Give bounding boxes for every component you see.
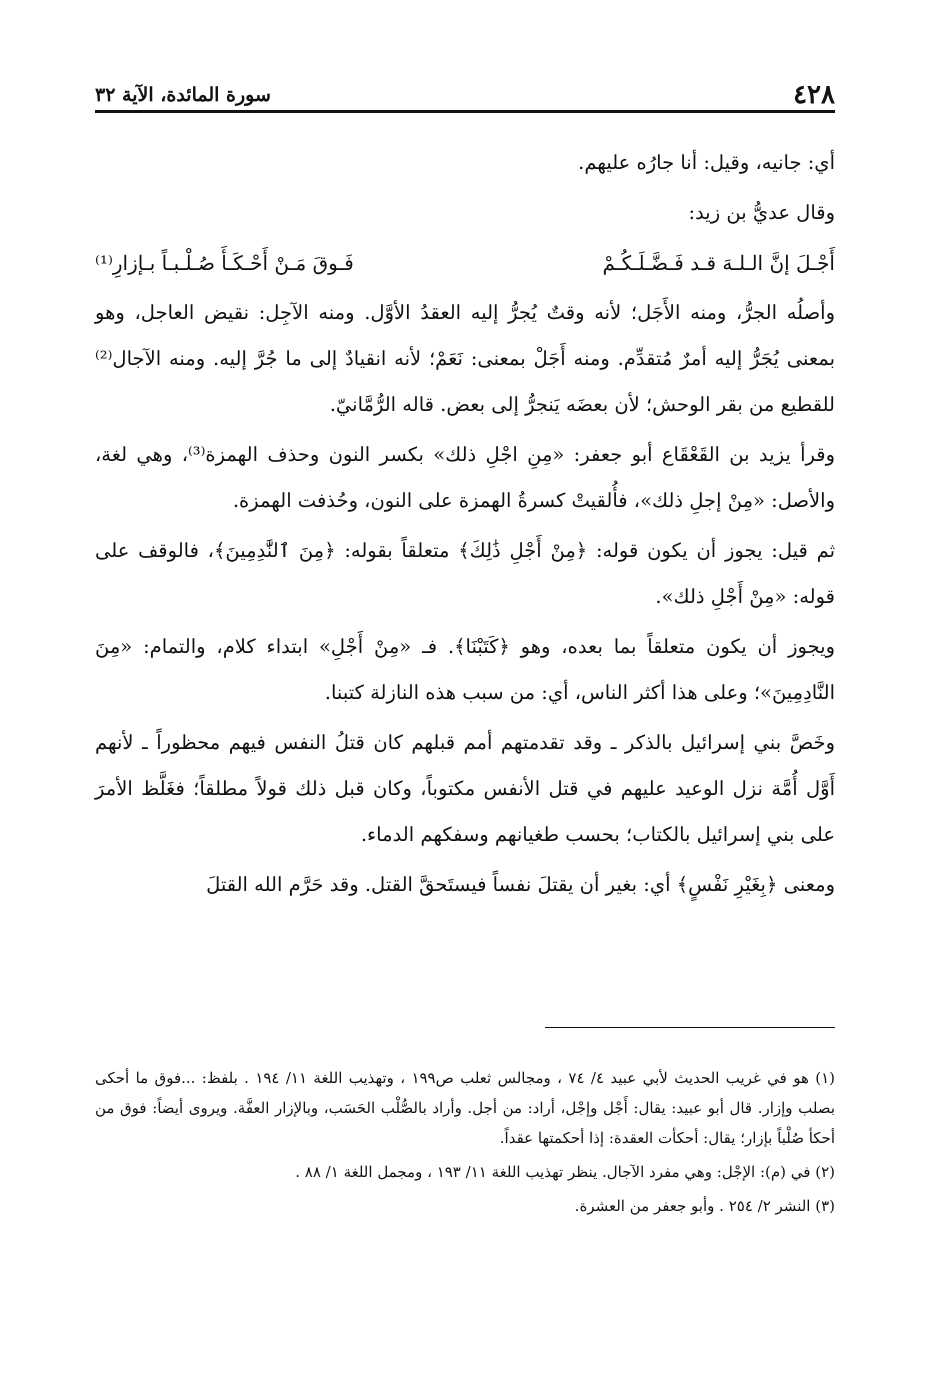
main-text [95, 140, 835, 912]
poem-verse [95, 240, 835, 286]
paragraph-7: وخَصَّ بني إسرائيل بالذكر ـ وقد تقدمتهم أمم قبلهم كان قتلُ النفس فيهم محظوراً ـ لأنهم أَوَّل أُمَّة نزل الوعيد عليهم في قتل الأنفس مكتوباً، وكان قبل ذلك قولاً مطلقاً؛ فغَلَّظ الأمرَ على بني إسرائيل بالكتاب؛ بحسب طغيانهم وسفكهم الدماء. [95, 731, 835, 846]
running-title: سورة المائدة، الآية ٣٢ [95, 84, 271, 106]
paragraph-6: ويجوز أن يكون متعلقاً بما بعده، وهو ﴿كَتَبْنَا﴾. فـ «مِنْ أَجْلِ» ابتداء كلام، والتمام: «مِنَ النَّادِمِينَ»؛ وعلى هذا أكثر الناس، أي: من سبب هذه النازلة كتبنا. [95, 635, 835, 704]
paragraph-8: ومعنى ﴿بِغَيْرِ نَفْسٍ﴾ أي: بغير أن يقتلَ نفساً فيستَحقَّ القتل. وقد حَرَّم الله القتلَ [206, 873, 835, 896]
footnotes [95, 1063, 835, 1225]
page-header [95, 70, 835, 113]
footnote-separator [545, 1027, 835, 1028]
footnote-3: (٣) النشر ٢/ ٢٥٤ . وأبو جعفر من العشرة. [574, 1197, 835, 1215]
paragraph-3: وأصلُه الجرُّ، ومنه الأَجَل؛ لأنه وقتٌ يُجرُّ إليه العقدُ الأوَّل. ومنه الآجِل: نقيض العاجل، وهو بمعنى يُجَرُّ إليه أمرٌ مُتقدِّم. ومنه أَجَلْ بمعنى: نَعَمْ؛ لأنه انقيادٌ إلى ما جُرَّ إليه. ومنه الآجال⁽²⁾ للقطيع من بقر الوحش؛ لأن بعضَه يَنجرُّ إلى بعض. قاله الرُّمَّانيّ. [95, 301, 835, 416]
footnote-1: (١) هو في غريب الحديث لأبي عبيد ٤/ ٧٤ ، ومجالس ثعلب ص١٩٩ ، وتهذيب اللغة ١١/ ١٩٤ . بلفظ: ...فوق ما أحكى بصلب وإزار. قال أبو عبيد: يقال: أَجْل وإجْل، أراد: من أجل. وأراد بالصُّلْب الحَسَب، وبالإزار العفَّة. ويروى أيضاً: فوق من أحكأ صُلْباً بإزار؛ يقال: أحكأت العقدة: إذا أحكمتها عقداً. [95, 1069, 835, 1147]
paragraph-2: وقال عديُّ بن زيد: [688, 201, 835, 224]
paragraph-5: ثم قيل: يجوز أن يكون قوله: ﴿مِنْ أَجْلِ ذَٰلِكَ﴾ متعلقاً بقوله: ﴿مِنَ ٱلنَّٰدِمِينَ﴾، فالوقف على قوله: «مِنْ أَجْلِ ذلك». [95, 539, 835, 608]
poem-second-hemistich: فَـوقَ مَـنْ أَحْـكَـأَ صُـلْـبـاً بـإزارِ⁽¹⁾ [95, 251, 354, 275]
poem-first-hemistich: أَجْـلَ إنَّ الـلـهَ قـد فَـضَّـلَـكُـمْ [602, 251, 835, 275]
paragraph-4: وقرأ يزيد بن القَعْقَاع أبو جعفر: «مِنِ اجْلِ ذلك» بكسر النون وحذف الهمزة⁽³⁾، وهي لغة، والأصل: «مِنْ إجلِ ذلك»، فأُلقيتْ كسرةُ الهمزة على النون، وحُذفت الهمزة. [95, 443, 835, 512]
paragraph-1: أي: جانيه، وقيل: أنا جارُه عليهم. [578, 151, 835, 174]
page-number: ٤٢٨ [793, 80, 835, 110]
footnote-2: (٢) في (م): الإجْل: وهي مفرد الآجال. ينظر تهذيب اللغة ١١/ ١٩٣ ، ومجمل اللغة ١/ ٨٨ . [295, 1163, 835, 1181]
